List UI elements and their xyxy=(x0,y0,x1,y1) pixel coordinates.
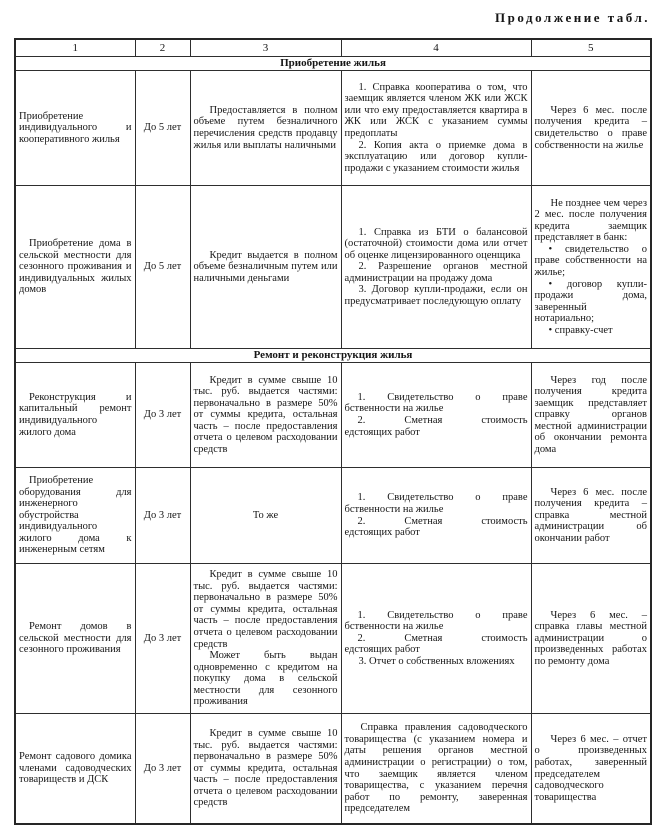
loan-term-text: До 3 лет xyxy=(143,762,182,774)
document-item-line: 1. Свидетельство о праве xyxy=(357,391,528,403)
cell-issuance-terms xyxy=(190,468,341,564)
document-item: 2. Разрешение органов местной администрации на продажу дома xyxy=(344,261,528,284)
loan-purpose-text: Ремонт домов в сельской местности для сезонного проживания xyxy=(19,621,132,656)
issuance-text: Предоставляется в полном объеме путем безналичного перечисления средств продавцу жилья или выплаты наличными xyxy=(193,104,338,151)
cell-issuance-terms xyxy=(190,363,341,468)
confirmation-text: Не позднее чем через 2 мес. после получения кредита заемщик представляет в банк: xyxy=(534,197,647,244)
cell-required-documents xyxy=(341,363,531,468)
document-item-line: едстоящих работ xyxy=(344,527,420,539)
col-header-4: 4 xyxy=(341,39,531,57)
loan-term-text: До 5 лет xyxy=(143,261,182,273)
confirmation-text: Через год после получения кредита заемщик представляет справку органов местной администрации об окончании ремонта дома xyxy=(534,374,647,455)
table-row xyxy=(15,714,651,825)
cell-issuance-terms xyxy=(190,564,341,714)
loan-purpose-text: Приобретение индивидуального и кооперативного жилья xyxy=(19,110,132,145)
section-header-row xyxy=(15,57,651,71)
table-continuation-label: Продолжение табл. xyxy=(495,10,650,25)
loan-term-text: До 3 лет xyxy=(143,509,182,521)
document-item-line: бственности на жилье xyxy=(344,403,444,415)
issuance-text: Кредит выдается в полном объеме безналичным путем или наличными деньгами xyxy=(193,249,338,284)
loan-purpose-text: Приобретение оборудования для инженерного обустройства индивидуального жилого дома к инженерным сетям xyxy=(19,475,132,556)
cell-loan-purpose xyxy=(15,363,135,468)
cell-confirmation xyxy=(531,564,651,714)
document-item-line: 1. Свидетельство о праве xyxy=(357,492,528,504)
document-item xyxy=(345,633,528,656)
cell-confirmation xyxy=(531,714,651,825)
table-row xyxy=(15,468,651,564)
cell-loan-term xyxy=(135,714,190,825)
section-header-row xyxy=(15,349,651,363)
cell-loan-purpose xyxy=(15,468,135,564)
loan-term-text: До 3 лет xyxy=(143,409,182,421)
document-item-line: едстоящих работ xyxy=(344,426,420,438)
cell-confirmation xyxy=(531,71,651,186)
cell-loan-term xyxy=(135,71,190,186)
document-item-line: 2. Сметная стоимость xyxy=(357,632,528,644)
document-item: 3. Отчет о собственных вложениях xyxy=(358,655,515,667)
cell-confirmation xyxy=(531,186,651,349)
confirmation-bullet: • свидетельство о праве собственности на жилье; xyxy=(534,243,647,278)
loan-purpose-text: Ремонт садового домика членами садоводческих товариществ и ДСК xyxy=(19,751,132,786)
document-item xyxy=(345,516,528,539)
col-header-1: 1 xyxy=(15,39,135,57)
cell-loan-purpose xyxy=(15,714,135,825)
cell-issuance-terms xyxy=(190,714,341,825)
document-item-line: едстоящих работ xyxy=(344,644,420,656)
document-item: 2. Копия акта о приемке дома в эксплуатацию или договор купли-продажи с указанием стоимости жилья xyxy=(344,139,528,174)
loan-purpose-text: Приобретение дома в сельской местности для сезонного проживания и индивидуальных жилых домов xyxy=(19,238,132,296)
document-item: Справка правления садоводческого товарищества (с указанием номера и даты решения органов местной администрации о регистрации) о том, что заемщик является членом товарищества, с указанием перечня работ по ремонту, заверенная председателем xyxy=(344,722,528,815)
loan-term-text: До 3 лет xyxy=(143,632,182,644)
confirmation-bullet: • договор купли-продажи дома, заверенный нотариально; xyxy=(534,278,647,325)
cell-loan-term xyxy=(135,363,190,468)
document-item-line: бственности на жилье xyxy=(344,503,444,515)
cell-required-documents xyxy=(341,564,531,714)
cell-required-documents xyxy=(341,186,531,349)
cell-loan-purpose xyxy=(15,564,135,714)
credit-conditions-table xyxy=(14,38,652,825)
cell-issuance-terms xyxy=(190,71,341,186)
document-item: 3. Договор купли-продажи, если он предусматривает последующую оплату xyxy=(344,284,528,307)
document-item xyxy=(345,392,528,415)
cell-required-documents xyxy=(341,468,531,564)
document-item-line: бственности на жилье xyxy=(344,621,444,633)
confirmation-text: Через 6 мес. после получения кредита – свидетельство о праве собственности на жилье xyxy=(534,104,647,151)
confirmation-bullet: • справку-счет xyxy=(548,324,613,336)
cell-issuance-terms xyxy=(190,186,341,349)
col-header-2: 2 xyxy=(135,39,190,57)
table-row xyxy=(15,363,651,468)
cell-confirmation xyxy=(531,468,651,564)
section-title-housing-purchase: Приобретение жилья xyxy=(15,57,651,71)
issuance-text: То же xyxy=(252,509,279,521)
cell-loan-purpose xyxy=(15,71,135,186)
cell-required-documents xyxy=(341,714,531,825)
document-item-line: 2. Сметная стоимость xyxy=(357,515,528,527)
document-item-line: 2. Сметная стоимость xyxy=(357,415,528,426)
document-item xyxy=(345,492,528,515)
document-item: 1. Справка кооператива о том, что заемщик является членом ЖК или ЖСК или что ему предоставляется квартира в ЖК или ЖСК с указанием суммы предоплаты xyxy=(344,81,528,139)
table-row xyxy=(15,186,651,349)
section-title-repair-reconstruction: Ремонт и реконструкция жилья xyxy=(15,349,651,363)
issuance-text: Кредит в сумме свыше 10 тыс. руб. выдается частями: первоначально в размере 50% от суммы кредита, остальная часть – после предоставления отчета о целевом расходовании средств xyxy=(193,728,338,809)
col-header-3: 3 xyxy=(190,39,341,57)
loan-purpose-text: Реконструкция и капитальный ремонт индивидуального жилого дома xyxy=(19,391,132,438)
cell-loan-term xyxy=(135,468,190,564)
column-numbers-row xyxy=(15,39,651,57)
issuance-text: Может быть выдан одновременно с кредитом на покупку дома в сельской местности для сезонного проживания xyxy=(193,650,338,708)
loan-term-text: До 5 лет xyxy=(143,122,182,134)
cell-loan-term xyxy=(135,186,190,349)
document-item: 1. Справка из БТИ о балансовой (остаточной) стоимости дома или отчет об оценке лицензированного оценщика xyxy=(344,226,528,261)
cell-required-documents xyxy=(341,71,531,186)
cell-loan-term xyxy=(135,564,190,714)
table-row xyxy=(15,564,651,714)
confirmation-text: Через 6 мес. – отчет о произведенных работах, заверенный председателем садоводческого товарищества xyxy=(534,733,647,803)
table-row xyxy=(15,71,651,186)
document-item xyxy=(345,415,528,438)
cell-loan-purpose xyxy=(15,186,135,349)
col-header-5: 5 xyxy=(531,39,651,57)
cell-confirmation xyxy=(531,363,651,468)
confirmation-text: Через 6 мес. после получения кредита – справка местной администрации об окончании работ xyxy=(534,486,647,544)
issuance-text: Кредит в сумме свыше 10 тыс. руб. выдается частями: первоначально в размере 50% от суммы кредита, остальная часть – после предоставления отчета о целевом расходовании средств xyxy=(193,569,338,650)
confirmation-text: Через 6 мес. – справка главы местной администрации о произведенных работах по ремонту дома xyxy=(534,609,647,667)
document-item-line: 1. Свидетельство о праве xyxy=(357,609,528,621)
document-item xyxy=(345,610,528,633)
issuance-text: Кредит в сумме свыше 10 тыс. руб. выдается частями: первоначально в размере 50% от суммы кредита, остальная часть – после предоставления отчета о целевом расходовании средств xyxy=(193,374,338,455)
